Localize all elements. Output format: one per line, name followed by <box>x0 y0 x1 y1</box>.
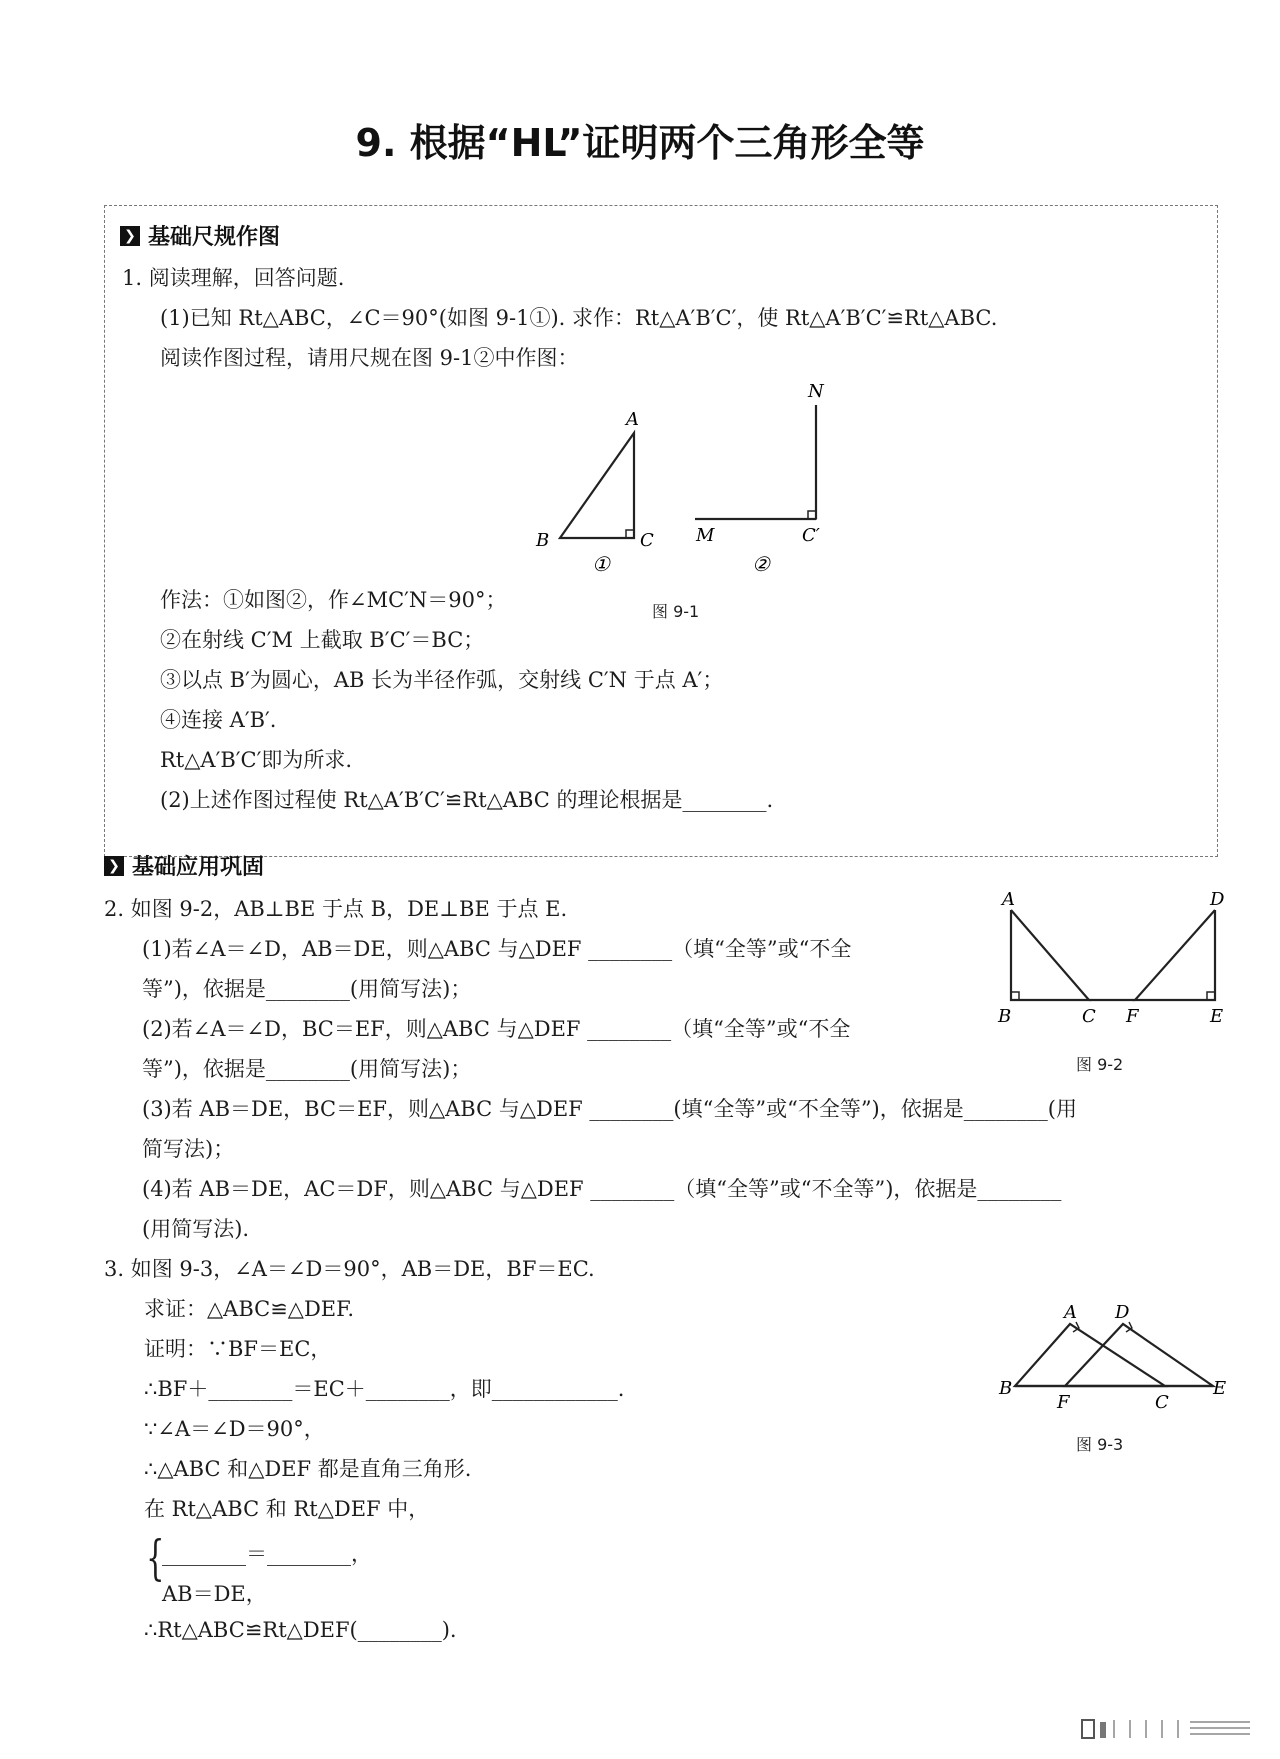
label-C: C <box>640 530 654 551</box>
section-heading-application <box>104 850 264 881</box>
label-A: A <box>1064 1302 1077 1323</box>
q2-part2-line1: (2)若∠A＝∠D，BC＝EF，则△ABC 与△DEF ________（填“全等”或“不全 <box>142 1017 851 1041</box>
q3-proof-5: 在 Rt△ABC 和 Rt△DEF 中， <box>144 1497 430 1521</box>
q3-stem: 3. 如图 9-3，∠A＝∠D＝90°，AB＝DE，BF＝EC. <box>104 1257 595 1281</box>
label-M: M <box>696 525 715 546</box>
q1-line1: (1)已知 Rt△ABC，∠C＝90°(如图 9-1①). 求作：Rt△A′B′C′，使 Rt△A′B′C′≌Rt△ABC. <box>160 306 998 330</box>
q1-step-2: ②在射线 C′M 上截取 B′C′＝BC； <box>160 628 485 652</box>
label-A: A <box>626 409 639 430</box>
q1-step-3: ③以点 B′为圆心，AB 长为半径作弧，交射线 C′N 于点 A′； <box>160 668 724 692</box>
q3-proof-2: ∴BF＋________＝EC＋________，即____________. <box>144 1377 625 1401</box>
brace-symbol: { <box>146 1530 165 1586</box>
q2-part4-line1: (4)若 AB＝DE，AC＝DF，则△ABC 与△DEF ________（填“全等”或“不全等”)，依据是________ <box>142 1177 1062 1201</box>
q3-proof-1: 证明：∵BF＝EC， <box>144 1337 332 1361</box>
label-B: B <box>999 1378 1013 1399</box>
label-F: F <box>1126 1006 1139 1027</box>
page-title: 9. 根据“HL”证明两个三角形全等 <box>355 121 925 165</box>
label-B: B <box>536 530 550 551</box>
q3-proof-cond-1: ________＝________， <box>162 1542 372 1566</box>
figure-9-3-caption: 图 9-3 <box>1076 1435 1124 1454</box>
q3-prove: 求证：△ABC≌△DEF. <box>144 1297 355 1321</box>
figure-9-1-caption: 图 9-1 <box>652 602 700 621</box>
q2-part2-line2: 等”)，依据是________(用简写法)； <box>142 1057 472 1081</box>
q2-stem: 2. 如图 9-2，AB⊥BE 于点 B，DE⊥BE 于点 E. <box>104 897 568 921</box>
q1-part-2: (2)上述作图过程使 Rt△A′B′C′≌Rt△ABC 的理论根据是________. <box>160 788 774 812</box>
q2-part1-line1: (1)若∠A＝∠D，AB＝DE，则△ABC 与△DEF ________（填“全等”或“不全 <box>142 937 852 961</box>
figure-9-1 <box>520 375 880 575</box>
label-F: F <box>1057 1392 1070 1413</box>
q1-stem: 1. 阅读理解，回答问题. <box>122 266 345 290</box>
label-D: D <box>1115 1302 1130 1323</box>
q3-proof-3: ∵∠A＝∠D＝90°， <box>144 1417 325 1441</box>
q2-part3-line1: (3)若 AB＝DE，BC＝EF，则△ABC 与△DEF ________(填“全等”或“不全等”)，依据是________(用 <box>142 1097 1077 1121</box>
section-heading-text: 基础应用巩固 <box>132 855 265 880</box>
q1-step-1: 作法：①如图②，作∠MC′N＝90°； <box>160 588 507 612</box>
q1-step-4: ④连接 A′B′. <box>160 708 277 732</box>
q2-part1-line2: 等”)，依据是________(用简写法)； <box>142 977 472 1001</box>
label-A: A <box>1002 889 1015 910</box>
triangle-abc-figure <box>535 409 654 575</box>
label-C-prime: C′ <box>802 525 820 546</box>
right-angle-mcn-figure <box>695 381 825 575</box>
arrow-icon: ❯ <box>104 856 124 876</box>
q1-step-5: Rt△A′B′C′即为所求. <box>160 748 353 772</box>
label-circled-2: ② <box>752 552 770 575</box>
label-C: C <box>1082 1006 1096 1027</box>
section-heading-text: 基础尺规作图 <box>148 225 281 250</box>
q3-proof-4: ∴△ABC 和△DEF 都是直角三角形. <box>144 1457 472 1481</box>
label-E: E <box>1213 1378 1227 1399</box>
q1-line2: 阅读作图过程，请用尺规在图 9-1②中作图： <box>160 346 579 370</box>
label-C: C <box>1155 1392 1169 1413</box>
label-N: N <box>808 381 824 402</box>
q2-part3-line2: 简写法)； <box>142 1137 235 1161</box>
figure-9-2-caption: 图 9-2 <box>1076 1055 1124 1074</box>
arrow-icon: ❯ <box>120 226 140 246</box>
label-circled-1: ① <box>592 552 610 575</box>
section-heading-construction <box>120 220 280 251</box>
q3-proof-cond-2: AB＝DE， <box>162 1582 267 1606</box>
q2-part4-line2: (用简写法). <box>142 1217 250 1241</box>
label-B: B <box>998 1006 1012 1027</box>
page-edge-marks <box>1080 1716 1260 1744</box>
q3-conclusion: ∴Rt△ABC≌Rt△DEF(________). <box>144 1618 457 1642</box>
figure-9-3 <box>995 1290 1240 1420</box>
figure-9-2 <box>990 880 1240 1030</box>
label-D: D <box>1210 889 1225 910</box>
label-E: E <box>1210 1006 1224 1027</box>
